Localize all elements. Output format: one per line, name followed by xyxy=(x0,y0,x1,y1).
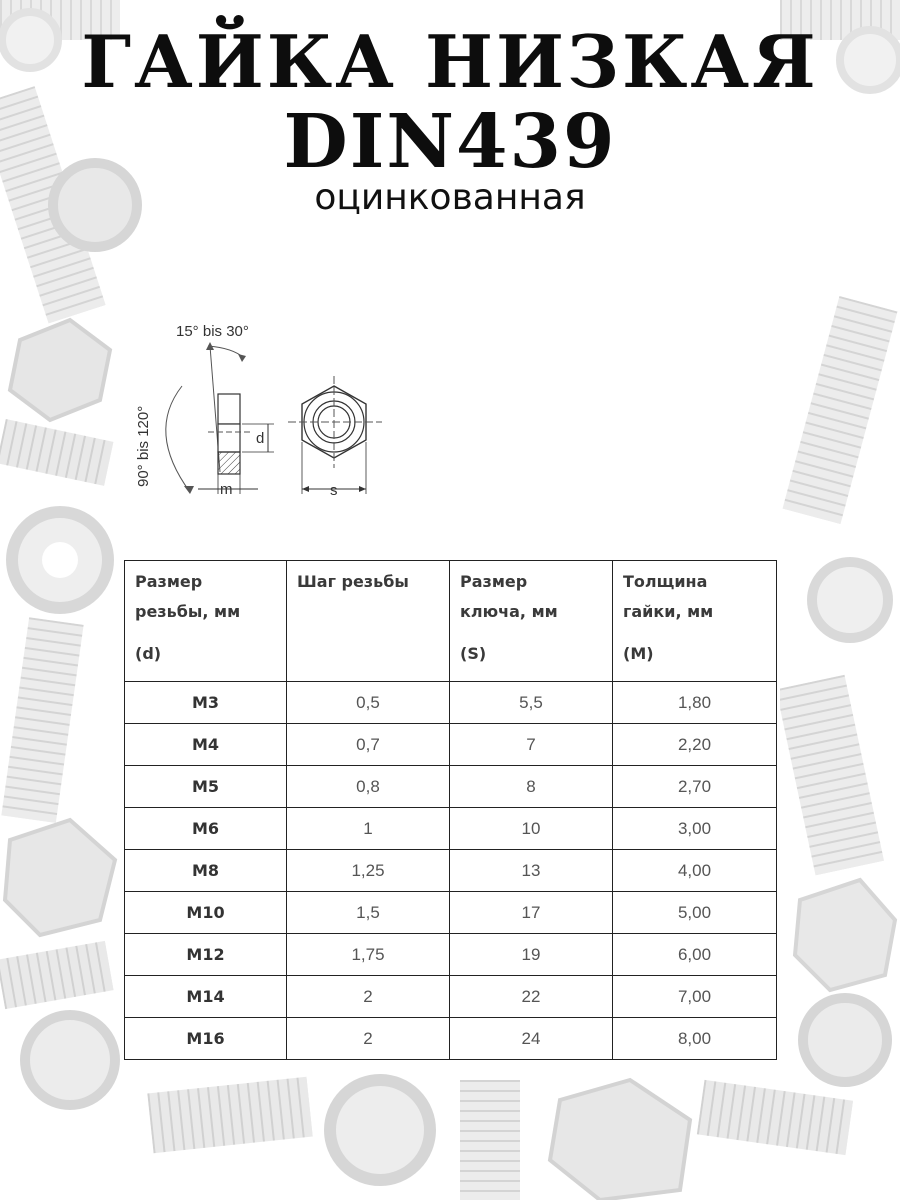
header-line: Размер xyxy=(135,572,203,591)
table-row xyxy=(125,766,777,808)
title-line-1: ГАЙКА НИЗКАЯ xyxy=(81,19,819,104)
spec-table xyxy=(124,560,777,1060)
subtitle: оцинкованная xyxy=(314,177,586,218)
nut-side-upper xyxy=(218,394,240,424)
cell-size: M3 xyxy=(125,682,287,724)
header-line: резьбы, мм xyxy=(135,602,241,621)
cell-pitch: 0,7 xyxy=(287,724,450,766)
cell-thickness: 5,00 xyxy=(613,892,777,934)
cell-pitch: 0,8 xyxy=(287,766,450,808)
cell-thickness: 8,00 xyxy=(613,1018,777,1060)
cell-wrench: 17 xyxy=(450,892,613,934)
d-label: d xyxy=(256,430,265,447)
angle-arc-side xyxy=(166,386,190,492)
cell-pitch: 1 xyxy=(287,808,450,850)
arrow-head xyxy=(238,354,246,362)
cell-pitch: 0,5 xyxy=(287,682,450,724)
arrow-head xyxy=(359,486,366,492)
cell-size: M5 xyxy=(125,766,287,808)
cell-thickness: 1,80 xyxy=(613,682,777,724)
table-row xyxy=(125,808,777,850)
cell-pitch: 1,5 xyxy=(287,892,450,934)
cell-thickness: 4,00 xyxy=(613,850,777,892)
angle-top-label: 15° bis 30° xyxy=(176,323,249,340)
cell-wrench: 5,5 xyxy=(450,682,613,724)
cell-size: M10 xyxy=(125,892,287,934)
cell-size: M8 xyxy=(125,850,287,892)
table-row xyxy=(125,1018,777,1060)
title-line-2: DIN439 xyxy=(283,99,617,185)
table-row xyxy=(125,934,777,976)
cell-thickness: 6,00 xyxy=(613,934,777,976)
cell-thickness: 3,00 xyxy=(613,808,777,850)
cell-size: M12 xyxy=(125,934,287,976)
cell-size: M14 xyxy=(125,976,287,1018)
nut-section-hatched xyxy=(218,452,240,474)
header-line: ключа, мм xyxy=(460,602,558,621)
m-label: m xyxy=(220,481,233,498)
cell-size: M4 xyxy=(125,724,287,766)
cell-wrench: 10 xyxy=(450,808,613,850)
cell-wrench: 13 xyxy=(450,850,613,892)
s-label: s xyxy=(330,482,338,499)
header-nut-thickness xyxy=(613,561,777,682)
cell-wrench: 7 xyxy=(450,724,613,766)
cell-wrench: 8 xyxy=(450,766,613,808)
header-line: (d) xyxy=(135,644,162,663)
angle-arc-top xyxy=(208,346,244,358)
arrow-head xyxy=(302,486,309,492)
cell-wrench: 24 xyxy=(450,1018,613,1060)
nut-side-middle xyxy=(218,424,240,452)
arrow-head xyxy=(184,486,194,494)
cell-pitch: 2 xyxy=(287,1018,450,1060)
cell-size: M6 xyxy=(125,808,287,850)
cell-thickness: 7,00 xyxy=(613,976,777,1018)
cell-pitch: 1,25 xyxy=(287,850,450,892)
header-line: гайки, мм xyxy=(623,602,714,621)
header-line: Размер xyxy=(460,572,528,591)
header-line: Толщина xyxy=(623,572,708,591)
table-header-row xyxy=(125,561,777,682)
table-row xyxy=(125,892,777,934)
table-row xyxy=(125,976,777,1018)
header-line: Шаг резьбы xyxy=(297,572,409,591)
angle-side-label: 90° bis 120° xyxy=(135,405,152,487)
cell-thickness: 2,70 xyxy=(613,766,777,808)
header-thread-size xyxy=(125,561,287,682)
cell-pitch: 2 xyxy=(287,976,450,1018)
header-line: (S) xyxy=(460,644,487,663)
cell-pitch: 1,75 xyxy=(287,934,450,976)
header-wrench-size xyxy=(450,561,613,682)
cell-size: M16 xyxy=(125,1018,287,1060)
table-row xyxy=(125,682,777,724)
cell-wrench: 19 xyxy=(450,934,613,976)
cell-wrench: 22 xyxy=(450,976,613,1018)
cell-thickness: 2,20 xyxy=(613,724,777,766)
header-line: (M) xyxy=(623,644,654,663)
header-thread-pitch xyxy=(287,561,450,682)
table-row xyxy=(125,850,777,892)
nut-technical-drawing xyxy=(128,312,398,512)
table-row xyxy=(125,724,777,766)
